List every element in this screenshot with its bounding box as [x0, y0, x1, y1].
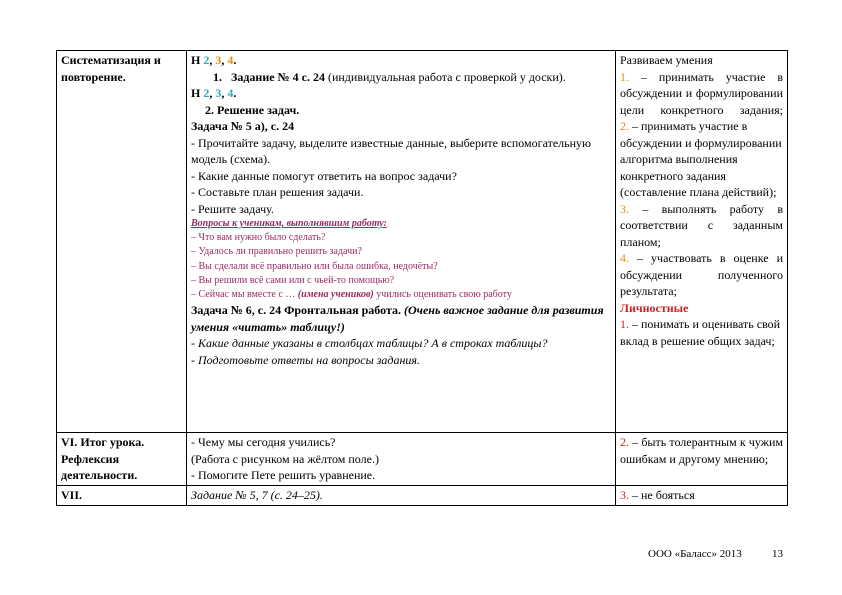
level-number: . — [233, 53, 237, 67]
footer-company: ООО «Баласс» 2013 — [648, 548, 742, 560]
level-number: , — [209, 86, 216, 100]
stage-title: Систематизация и — [61, 53, 161, 67]
personal-header: Личностные — [620, 300, 689, 315]
level-number: 4 — [227, 53, 234, 67]
stage-title: Рефлексия — [61, 451, 120, 466]
level-number: 2 — [203, 53, 210, 67]
question-line: – Вы сделали всё правильно или была ошибка, недочёты? — [191, 260, 438, 272]
skill-item: 4. – участвовать в оценке и обсуждении полученного результата; — [620, 251, 783, 298]
stage-cell — [57, 485, 187, 505]
skills-cell — [616, 51, 788, 433]
problem-6: Задача № 6, с. 24 Фронтальная работа. (Очень важное задание для развития умения «читать» таблицу!) — [191, 303, 604, 334]
level-number: , — [209, 53, 216, 67]
level-number: 3 — [215, 86, 222, 100]
skill-item: 2. – быть толерантным к чужим ошибкам и другому мнению; — [620, 435, 783, 466]
level-line: Н 2, 3, 4. — [191, 86, 237, 100]
summary-line: - Помогите Пете решить уравнение. — [191, 468, 376, 482]
content-cell — [187, 485, 616, 505]
question-line: – Удалось ли правильно решить задачи? — [191, 246, 362, 258]
homework-line: Задание № 5, 7 (с. 24–25). — [191, 487, 323, 502]
problem-5-title: Задача № 5 а), с. 24 — [191, 119, 295, 133]
question-line: – Что вам нужно было сделать? — [191, 232, 326, 244]
level-number: , — [221, 86, 228, 100]
stage-title: VII. — [61, 487, 83, 502]
skill-item: 2. – принимать участие в обсуждении и формулировании алгоритма выполнения конкретного задания (составление плана действий); — [620, 119, 782, 199]
level-number: 2 — [203, 86, 210, 100]
summary-line: - Чему мы сегодня учились? — [191, 435, 336, 449]
stage-cell — [57, 51, 187, 433]
skill-item: 1. – принимать участие в обсуждении и формулировании цели конкретного задания; — [620, 69, 783, 117]
task-2: 2. Решение задач. — [205, 102, 300, 117]
problem-6-line: - Подготовьте ответы на вопросы задания. — [191, 352, 421, 367]
stage-title: VI. Итог урока. — [61, 435, 145, 449]
problem-5-line: - Составьте план решения задачи. — [191, 185, 364, 199]
level-number: 3 — [215, 53, 222, 67]
level-line: Н 2, 3, 4. — [191, 53, 237, 67]
stage-title: повторение. — [61, 69, 126, 84]
skills-cell — [616, 433, 788, 486]
summary-line: (Работа с рисунком на жёлтом поле.) — [191, 451, 379, 466]
level-number: . — [233, 86, 237, 100]
lesson-plan-table — [56, 50, 788, 506]
problem-5-line: - Прочитайте задачу, выделите известные данные, выберите вспомогательную модель (схема). — [191, 135, 591, 166]
skills-header: Развиваем умения — [620, 53, 713, 67]
level-number: 4 — [227, 86, 234, 100]
content-cell — [187, 433, 616, 486]
stage-title: деятельности. — [61, 468, 138, 482]
questions-header: Вопросы к ученикам, выполнявшим работу: — [191, 218, 387, 229]
problem-5-line: - Решите задачу. — [191, 201, 274, 216]
question-line: – Сейчас мы вместе с … (имена учеников) учились оценивать свою работу — [191, 289, 512, 301]
table-row — [57, 51, 788, 433]
problem-6-line: - Какие данные указаны в столбцах таблицы? А в строках таблицы? — [191, 336, 548, 351]
skill-item: 3. – выполнять работу в соответствии с заданным планом; — [620, 201, 783, 249]
content-cell — [187, 51, 616, 433]
question-line: – Вы решили всё сами или с чьей-то помощью? — [191, 274, 395, 286]
skill-item: 3. – не бояться — [620, 487, 695, 502]
stage-cell — [57, 433, 187, 486]
skills-cell — [616, 485, 788, 505]
page-number: 13 — [772, 548, 783, 560]
task-1: 1. Задание № 4 с. 24 (индивидуальная работа с проверкой у доски). — [213, 69, 566, 84]
table-row — [57, 485, 788, 505]
level-number: , — [221, 53, 228, 67]
table-row — [57, 433, 788, 486]
skill-item: 1. – понимать и оценивать свой вклад в решение общих задач; — [620, 317, 781, 348]
problem-5-line: - Какие данные помогут ответить на вопрос задачи? — [191, 168, 457, 183]
